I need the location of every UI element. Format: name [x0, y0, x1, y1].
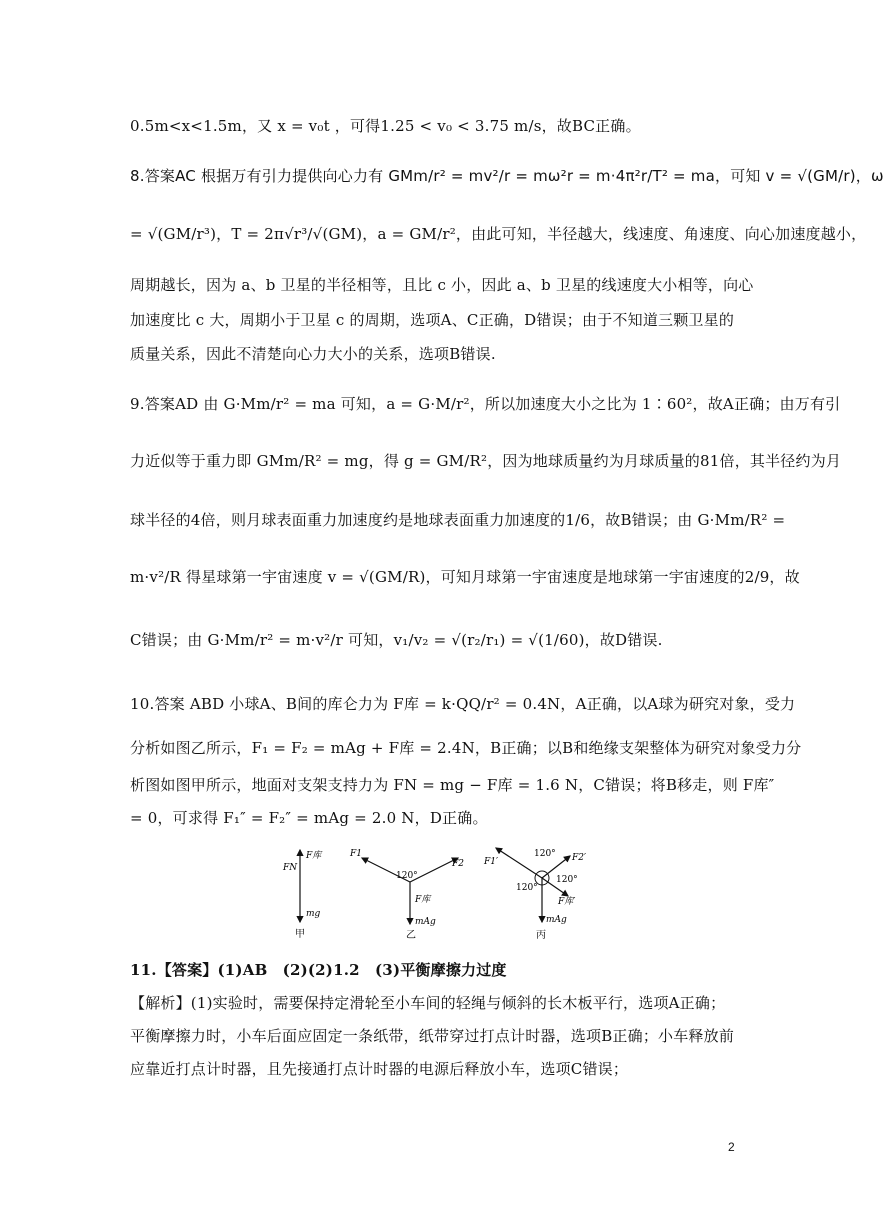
- yi-angle-label: 120°: [396, 871, 418, 881]
- caption-jia: 甲: [295, 929, 305, 940]
- f1-label: F1: [350, 849, 362, 859]
- answer-8-line-5: 质量关系，因此不清楚向心力大小的关系，选项B错误.: [130, 345, 496, 363]
- answer-9-line-1: 9.答案AD 由 G·Mm/r² = ma 可知，a = G·M/r²，所以加速度大小之比为 1∶60²，故A正确；由万有引: [130, 395, 841, 413]
- answer-9-line-5: C错误；由 G·Mm/r² = m·v²/r 可知，v₁/v₂ = √(r₂/r₁) = √(1/60)，故D错误.: [130, 631, 663, 649]
- answer-8-line-2: = √(GM/r³)，T = 2π√r³/√(GM)，a = GM/r²，由此可知，半径越大，线速度、角速度、向心加速度越小，: [130, 225, 867, 243]
- answer-9-line-2: 力近似等于重力即 GMm/R² = mg，得 g = GM/R²，因为地球质量约为月球质量的81倍，其半径约为月: [130, 452, 842, 470]
- fn-label: FN: [283, 863, 298, 873]
- analysis-line-3: 应靠近打点计时器，且先接通打点计时器的电源后释放小车，选项C错误；: [130, 1060, 629, 1078]
- analysis-line-2: 平衡摩擦力时，小车后面应固定一条纸带，纸带穿过打点计时器，选项B正确；小车释放前: [130, 1027, 735, 1045]
- answer-8-line-1: 8.答案AC 根据万有引力提供向心力有 GMm/r² = mv²/r = mω²r = m·4π²r/T² = ma，可知 v = √(GM/r)，ω: [130, 167, 884, 185]
- f2-label: F2: [452, 859, 464, 869]
- diagram-jia: [282, 850, 323, 940]
- answer-10-line-2: 分析如图乙所示，F₁ = F₂ = mAg + F库 = 2.4N，B正确；以B和绝缘支架整体为研究对象受力分: [130, 739, 802, 757]
- bing-angle-right: 120°: [556, 875, 578, 885]
- diagram-yi: [349, 849, 464, 941]
- answer-9-line-3: 球半径的4倍，则月球表面重力加速度约是地球表面重力加速度的1/6，故B错误；由 G·Mm/R² =: [130, 511, 786, 529]
- answer-10-line-3: 析图如图甲所示，地面对支架支持力为 FN = mg − F库 = 1.6 N，C错误；将B移走，则 F库″: [130, 776, 775, 794]
- answer-10-line-4: = 0，可求得 F₁″ = F₂″ = mAg = 2.0 N，D正确。: [130, 809, 488, 827]
- mg-label: mg: [306, 909, 321, 919]
- answer-10-line-1: 10.答案 ABD 小球A、B间的库仑力为 F库 = k·QQ/r² = 0.4N，A正确，以A球为研究对象，受力: [130, 695, 796, 713]
- caption-bing: 丙: [536, 930, 546, 941]
- fkup-label: F库′: [558, 897, 576, 907]
- fku-label: F库: [306, 851, 322, 861]
- diagram-bing: [483, 848, 586, 941]
- f2p-label: F2′: [572, 853, 587, 863]
- bing-angle-left: 120°: [516, 883, 538, 893]
- yi-mag-label: mAg: [415, 917, 436, 927]
- text-line-1: 0.5m<x<1.5m，又 x = v₀t ，可得1.25 < v₀ < 3.75 m/s，故BC正确。: [130, 117, 641, 135]
- answer-8-line-4: 加速度比 c 大，周期小于卫星 c 的周期，选项A、C正确，D错误；由于不知道三颗卫星的: [130, 311, 735, 329]
- bing-angle-top: 120°: [534, 849, 556, 859]
- bing-mag-label: mAg: [546, 915, 567, 925]
- yi-fku-label: F库: [415, 895, 431, 905]
- force-diagram: [270, 842, 600, 940]
- f1p-label: F1′: [484, 857, 499, 867]
- page-number: 2: [728, 1140, 735, 1154]
- analysis-line-1: 【解析】(1)实验时，需要保持定滑轮至小车间的轻绳与倾斜的长木板平行，选项A正确；: [130, 994, 726, 1012]
- answer-11-heading: 11.【答案】(1)AB (2)(2)1.2 (3)平衡摩擦力过度: [130, 961, 507, 979]
- answer-8-line-3: 周期越长，因为 a、b 卫星的半径相等，且比 c 小，因此 a、b 卫星的线速度大小相等，向心: [130, 276, 754, 294]
- caption-yi: 乙: [406, 930, 416, 941]
- answer-9-line-4: m·v²/R 得星球第一宇宙速度 v = √(GM/R)，可知月球第一宇宙速度是地球第一宇宙速度的2/9，故: [130, 568, 800, 586]
